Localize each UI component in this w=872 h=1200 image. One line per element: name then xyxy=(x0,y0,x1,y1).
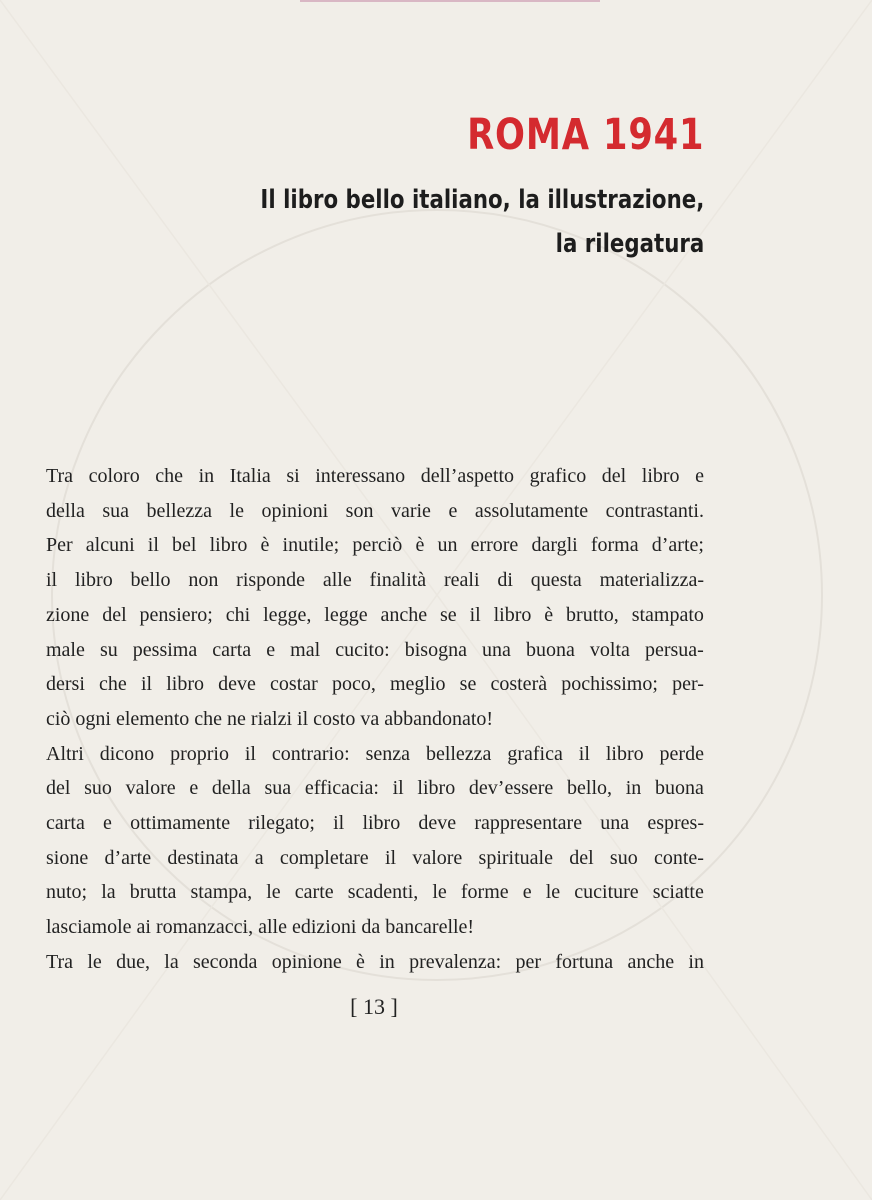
word: ciò ogni elemento che ne rialzi il costo va abbandonato! xyxy=(46,707,494,730)
word: il xyxy=(578,742,590,765)
word: le xyxy=(266,881,281,904)
word: per- xyxy=(672,673,704,696)
word: reali xyxy=(444,569,480,592)
word: il xyxy=(140,673,153,696)
word: anche xyxy=(380,603,428,626)
word: completare xyxy=(279,846,369,869)
word: varie xyxy=(390,499,431,522)
word: risponde xyxy=(236,569,306,592)
word: e xyxy=(695,465,704,487)
word: sua xyxy=(264,777,292,800)
word: forme xyxy=(460,881,509,904)
word: mal xyxy=(290,638,321,661)
text-line xyxy=(46,528,704,563)
word: interessano xyxy=(315,465,406,487)
word: il xyxy=(244,742,256,765)
word: senza xyxy=(365,742,411,765)
word: il xyxy=(147,534,159,557)
word: Tra xyxy=(46,465,74,487)
word: anche xyxy=(627,950,675,973)
word: inutile; xyxy=(282,534,340,557)
text-line xyxy=(46,702,704,737)
word: alle xyxy=(322,569,352,592)
word: una xyxy=(600,812,630,835)
word: è xyxy=(544,603,554,626)
word: Altri xyxy=(46,742,84,765)
word: il xyxy=(392,777,404,800)
word: che xyxy=(99,673,127,696)
text-line xyxy=(46,563,704,598)
word: e xyxy=(266,638,276,661)
word: suo xyxy=(84,777,112,800)
word: del xyxy=(601,465,627,487)
word: finalità xyxy=(369,569,427,592)
word: le xyxy=(87,950,102,973)
word: seconda xyxy=(193,950,258,973)
word: lasciamole ai romanzacci, alle edizioni da bancarelle! xyxy=(46,916,475,939)
word: due, xyxy=(116,950,150,973)
word: e xyxy=(189,777,199,800)
word: opinione xyxy=(271,950,342,973)
word: contrastanti. xyxy=(605,499,704,522)
word: bello xyxy=(130,569,171,592)
word: e xyxy=(448,499,458,522)
text-line xyxy=(46,459,704,494)
word: che xyxy=(155,465,184,487)
word: costerà xyxy=(490,673,548,696)
word: legge, xyxy=(263,603,312,626)
word: dell’aspetto xyxy=(420,465,515,487)
word: scadenti, xyxy=(347,881,419,904)
word: d’arte; xyxy=(651,534,704,557)
text-line xyxy=(46,598,704,633)
word: del xyxy=(46,777,71,800)
word: libro xyxy=(209,534,248,557)
subtitle-line: Il libro bello italiano, la illustrazione, xyxy=(260,185,704,215)
word: destinata xyxy=(167,846,239,869)
word: persua- xyxy=(644,638,704,661)
word: libro xyxy=(166,673,204,696)
word: libro xyxy=(641,465,680,487)
word: pochissimo; xyxy=(561,673,658,696)
word: rappresentare xyxy=(474,812,583,835)
word: proprio xyxy=(170,742,229,765)
word: a xyxy=(254,846,264,869)
word: deve xyxy=(218,673,256,696)
word: la xyxy=(101,881,116,904)
page-number: [ 13 ] xyxy=(350,994,398,1019)
word: è xyxy=(415,534,425,557)
word: Per xyxy=(46,534,73,557)
word: e xyxy=(103,812,112,835)
text-line xyxy=(46,841,704,876)
word: carta xyxy=(46,812,85,835)
word: le xyxy=(229,499,244,522)
word: brutta xyxy=(129,881,177,904)
word: un xyxy=(437,534,458,557)
word: ottimamente xyxy=(130,812,231,835)
word: legge xyxy=(324,603,368,626)
word: opinioni xyxy=(261,499,329,522)
word: se xyxy=(459,673,477,696)
word: meglio xyxy=(389,673,446,696)
word: Italia xyxy=(229,465,271,487)
word: in xyxy=(198,465,215,487)
word: della xyxy=(211,777,251,800)
page-subtitle xyxy=(260,178,704,266)
word: buona xyxy=(654,777,704,800)
word: fortuna xyxy=(555,950,614,973)
word: valore xyxy=(412,846,463,869)
word: sione xyxy=(46,846,89,869)
word: espres- xyxy=(647,812,704,835)
text-line xyxy=(46,771,704,806)
word: materializza- xyxy=(599,569,704,592)
word: sua xyxy=(102,499,130,522)
word: contrario: xyxy=(271,742,350,765)
text-line xyxy=(46,494,704,529)
text-line xyxy=(46,910,704,945)
word: è xyxy=(260,534,270,557)
word: e xyxy=(522,881,532,904)
text-line xyxy=(46,633,704,668)
text-line xyxy=(46,737,704,772)
word: zione xyxy=(46,603,90,626)
word: son xyxy=(345,499,374,522)
word: forma xyxy=(590,534,639,557)
word: nuto; xyxy=(46,881,88,904)
word: bel xyxy=(172,534,197,557)
word: non xyxy=(188,569,219,592)
word: libro xyxy=(74,569,113,592)
word: una xyxy=(482,638,511,661)
word: questa xyxy=(530,569,582,592)
word: perciò xyxy=(352,534,403,557)
word: dargli xyxy=(531,534,578,557)
word: Tra xyxy=(46,950,74,973)
word: buona xyxy=(525,638,575,661)
text-line xyxy=(46,945,704,980)
word: dersi xyxy=(46,673,85,696)
word: per xyxy=(515,950,542,973)
word: efficacia: xyxy=(304,777,379,800)
word: rilegato; xyxy=(248,812,315,835)
word: è xyxy=(356,950,365,973)
word: bisogna xyxy=(404,638,467,661)
word: d’arte xyxy=(104,846,152,869)
word: pessima xyxy=(132,638,198,661)
page-title: ROMA 1941 xyxy=(466,110,704,160)
word: bellezza xyxy=(425,742,492,765)
word: se xyxy=(440,603,457,626)
word: bellezza xyxy=(146,499,213,522)
word: chi xyxy=(225,603,251,626)
word: deve xyxy=(418,812,457,835)
word: pensiero; xyxy=(139,603,213,626)
word: perde xyxy=(659,742,704,765)
word: in xyxy=(379,950,395,973)
word: libro xyxy=(417,777,456,800)
word: costar xyxy=(270,673,318,696)
word: poco, xyxy=(331,673,376,696)
word: il xyxy=(333,812,345,835)
word: si xyxy=(286,465,300,487)
word: grafica xyxy=(507,742,563,765)
word: il xyxy=(384,846,397,869)
word: brutto, xyxy=(566,603,619,626)
word: carte xyxy=(294,881,334,904)
word: conte- xyxy=(653,846,704,869)
word: assolutamente xyxy=(474,499,589,522)
word: in xyxy=(688,950,704,973)
word: la xyxy=(164,950,179,973)
word: di xyxy=(497,569,513,592)
word: spirituale xyxy=(478,846,553,869)
word: dicono xyxy=(99,742,155,765)
text-line xyxy=(46,875,704,910)
body-text xyxy=(46,459,704,980)
word: le xyxy=(432,881,447,904)
subtitle-line: la rilegatura xyxy=(555,229,704,259)
word: in xyxy=(625,777,642,800)
word: alcuni xyxy=(85,534,135,557)
word: della xyxy=(46,499,85,522)
word: libro xyxy=(605,742,644,765)
word: prevalenza: xyxy=(409,950,502,973)
word: libro xyxy=(493,603,532,626)
word: sciatte xyxy=(652,881,704,904)
word: stampa, xyxy=(190,881,253,904)
word: errore xyxy=(470,534,519,557)
word: del xyxy=(102,603,127,626)
word: il xyxy=(46,569,58,592)
text-line xyxy=(46,806,704,841)
word: suo xyxy=(609,846,638,869)
word: coloro xyxy=(88,465,140,487)
word: carta xyxy=(212,638,252,661)
word: libro xyxy=(362,812,401,835)
word: del xyxy=(569,846,594,869)
word: stampato xyxy=(631,603,704,626)
word: bello, xyxy=(567,777,613,800)
word: cucito: xyxy=(335,638,390,661)
word: le xyxy=(545,881,561,904)
word: grafico xyxy=(529,465,587,487)
word: volta xyxy=(589,638,630,661)
word: il xyxy=(469,603,481,626)
text-line xyxy=(46,667,704,702)
word: su xyxy=(99,638,118,661)
word: valore xyxy=(125,777,176,800)
word: dev’essere xyxy=(468,777,554,800)
word: cuciture xyxy=(574,881,639,904)
word: male xyxy=(46,638,85,661)
